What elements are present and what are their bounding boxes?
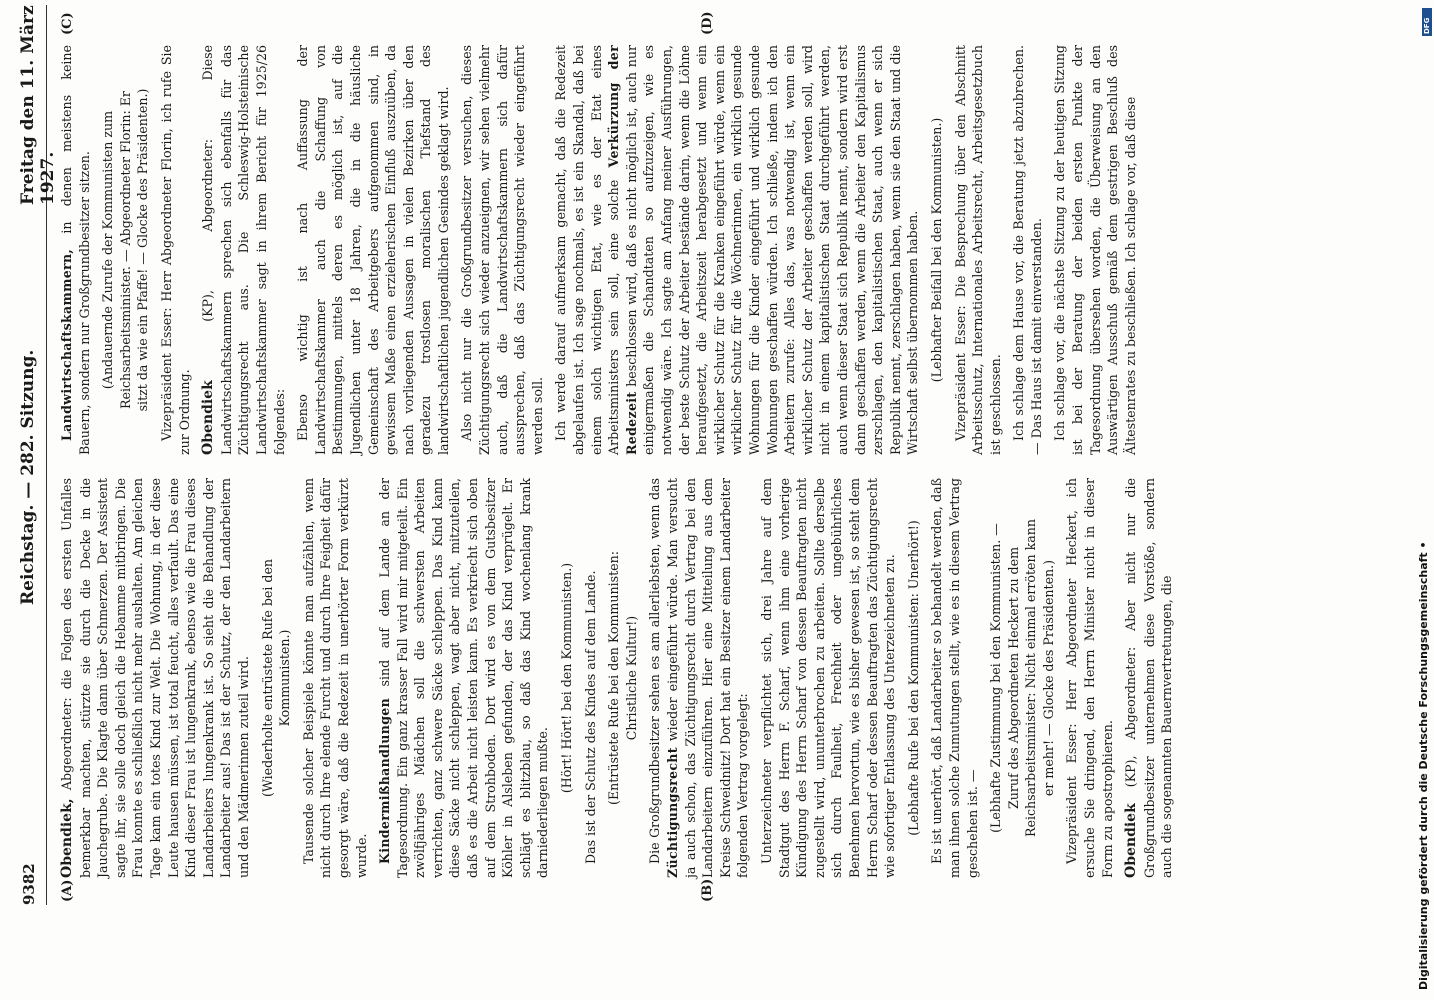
paragraph-text: Tausende solcher Beispiele könnte man aufzählen, wenn nicht durch Ihre elende Furcht und durch Ihre Feigheit dafür gesorgt wäre, daß die Redezeit in unerhörter Form verkürzt wurde. <box>300 478 369 878</box>
paragraph-text: Ich werde darauf aufmerksam gemacht, daß die Redezeit abgelaufen ist. Ich sage nochmals, es ist ein Skandal, daß bei einem solch wichtigen Etat, wie es der Etat eines Arbeitsministers sein soll, eine solche <box>553 45 622 455</box>
paragraph <box>294 45 452 455</box>
interjection: (Wiederholte entrüstete Rufe bei den Kommunisten.) <box>259 558 293 798</box>
interjection: (Lebhafte Rufe bei den Kommunisten: Unerhört!) <box>905 520 921 836</box>
paragraph-text: sind auf dem Lande an der Tagesordnung. Ein ganz krasser Fall wird mir mitgeteilt. Ein zwölfjähriges Mädchen soll die schwersten Arbeiten verrichten, ganz schwere Säcke schleppen. Das Kind kann diese Säcke nicht schleppen, wagt aber nicht, mitzuteilen, daß es die Arbeit nicht leisten kann. Es verkriecht sich oben auf dem Strohboden. Dort wird es von dem Gutsbesitzer Köhler in Alsleben gefunden, der das Kind verprügelt. Er schlägt es blitzblau, so daß das Kind wochenlang krank darniederliegen mußte. <box>377 478 551 878</box>
paragraph-text: Vizepräsident Esser: Die Besprechung über den Abschnitt Arbeitsschutz, Internationales Arbeitsrecht, Arbeitsgesetzbuch ist geschlossen. <box>952 45 1003 455</box>
session-date: Freitag den 11. März 1927. <box>18 5 58 205</box>
paragraph <box>928 478 981 878</box>
paragraph-text: Es ist unerhört, daß Landarbeiter so behandelt werden, daß man ihnen solche Zumutungen stellt, wie es in diesem Vertrag geschehen ist. — <box>929 478 980 878</box>
margin-marker-a: (A) <box>60 879 75 902</box>
page-number: 9382 <box>20 863 38 905</box>
dfg-logo <box>1422 8 1432 36</box>
interjection: (Andauernde Zurufe der Kommunisten zum Reichsarbeitsminister. — Abgeordneter Florin: Er sitzt da wie ein Pfaffe! — Glocke des Präsidenten.) <box>100 88 151 412</box>
speaker-role: (KP), Abgeordneter: <box>200 138 216 322</box>
speaker-name: Obendiek <box>200 380 217 455</box>
paragraph-text: Unterzeichneter verpflichtet sich, drei Jahre auf dem Stadtgut des Herrn F. Scharf, wenn ihm eine vorherige Kündigung des Herrn Scharf von dessen Beauftragten nicht zugestellt wird, ununterbrochen zu arbeiten. Sollte derselbe sich durch Faulheit, Frechheit oder ungebührliches Benehmen hervortun, wie es bisher gewesen ist, so steht dem Herrn Scharf oder dessen Beauftragten das Züchtigungsrecht wie sofortiger Entlassung des Unterzeichneten zu. <box>758 478 898 878</box>
running-head <box>18 5 58 905</box>
left-column <box>58 478 1182 878</box>
speaker-paragraph <box>1122 478 1176 878</box>
margin-marker-d: (D) <box>700 11 715 35</box>
speech-text: Diese Landwirtschaftskammern sprechen sich ebenfalls für das Züchtigungsrecht aus. Die Schleswig-Holsteinische Landwirtschaftskammer sagt in ihrem Bericht für 1925/26 folgendes: <box>200 45 287 455</box>
paragraph-text: beschlossen wird, daß es nicht möglich ist, auch nur einigermaßen die Schandtaten so aufzuzeigen, wie es notwendig wäre. Ich sagte am Anfang meiner Ausführungen, der beste Schutz der Arbeiter bestände darin, wenn die Löhne heraufgesetzt, die Arbeitszeit herabgesetzt und wenn ein wirklicher Schutz für die Kranken eingeführt würde, wenn ein wirklicher Schutz für die Wöchnerinnen, ein wirklich gesunde Wohnungen für die Kinder eingeführt und wirklich gesunde Wohnungen geschaffen würden. Ich schließe, indem ich den Arbeitern zurufe: Alles das, was notwendig ist, wenn ein wirklicher Schutz der Arbeiter geschaffen werden soll, wird nicht in einem kapitalistischen Staat durchgeführt werden, auch wenn dieser Staat sich Republik nennt, sondern wird erst dann geschaffen werden, wenn die Arbeiter den Kapitalismus zerschlagen, den kapitalistischen Staat, auch wenn er sich Republik nennt, zerschlagen haben, wenn sie den Staat und die Wirtschaft selbst übernommen haben. <box>623 45 921 455</box>
paragraph-text: Ich schlage vor, die nächste Sitzung zu der heutigen Sitzung ist bei der Beratung der beiden ersten Punkte der Tagesordnung übersehen worden, die Überweisung an den Auswärtigen Ausschuß gemäß dem gestrigen Beschluß des Ältestenrates zu beschließen. Ich schlage vor, daß diese <box>1052 45 1138 455</box>
paragraph-text: Ebenso wichtig ist nach Auffassung der Landwirtschaftskammer auch die Schaffung von Bestimmungen, mittels deren es möglich ist, auf die Jugendlichen unter 18 Jahren, die in die häusliche Gemeinschaft des Arbeitgebers aufgenommen sind, in gewissem Maße einen erzieherischen Einfluß auszuüben, da nach vorliegenden Aussagen in vielen Bezirken über den geradezu trostlosen moralischen Tiefstand des landwirtschaftlichen jugendlichen Gesindes geklagt wird. <box>295 45 451 455</box>
paragraph <box>158 45 193 455</box>
paragraph <box>1063 478 1116 878</box>
speaker-name: Obendiek <box>1123 803 1140 878</box>
emphasized-term: Landwirtschaftskammern, <box>59 248 74 441</box>
paragraph <box>1010 45 1045 455</box>
speaker-role: Abgeordneter: <box>59 697 74 791</box>
speech-text: Aber nicht nur die Großgrundbesitzer unternehmen diese Vorstöße, sondern auch die sogenannten Bauernvertretungen, die <box>1123 478 1175 878</box>
paragraph <box>646 478 752 878</box>
paragraph-text: in denen meistens keine Bauern, sondern nur Großgrundbesitzer sitzen. <box>59 45 92 455</box>
paragraph-text: Vizepräsident Esser: Herr Abgeordneter Florin, ich rufe Sie zur Ordnung. <box>158 45 192 455</box>
speech-text: die Folgen des ersten Unfalles bemerkbar machten, stürzte sie durch die Decke in die Jauchegrube. Die Klagte dann über Schmerzen. Der Assistent sagte ihr, sie solle doch gleich die Hebamme mitbringen. Die Frau konnte es schließlich nicht mehr aushalten. Am gleichen Tage kam ein totes Kind zur Welt. Die Wohnung, in der diese Leute hausen müssen, ist total feucht, alles verfault. Das eine Kind dieser Frau ist lungenkrank, ebenso wie die Frau dieses Landarbeiters lungenkrank ist. So sieht die Behandlung der Landarbeiter aus! Das ist der Schutz, der den Landarbeitern und den Mädmerinnen zuteil wird. <box>59 478 251 878</box>
margin-marker-b: (B) <box>700 878 715 902</box>
margin-marker-c: (C) <box>60 12 75 35</box>
paragraph <box>552 45 921 455</box>
paragraph <box>1051 45 1139 455</box>
interjection: (Hört! Hört! bei den Kommunisten.) <box>559 562 575 794</box>
digitization-credit <box>1405 10 1429 990</box>
emphasized-term: Verkürzung der Redezeit <box>606 44 639 455</box>
interjection: (Lebhafter Beifall bei den Kommunisten.) <box>928 117 944 383</box>
paragraph-text: Vizepräsident Esser: Herr Abgeordneter Heckert, ich ersuche Sie dringend, den Herrn Minister nicht in dieser Form zu apostrophieren. <box>1064 478 1115 878</box>
paragraph-text: wieder eingeführt würde. Man versucht ja auch schon, das Züchtigungsrecht durch Vertrag bei den Landarbeitern einzuführen. Hier eine Mitteilung aus dem Kreise Schweidnitz! Dort hat ein Besitzer einem Landarbeiter folgenden Vertrag vorgelegt: <box>665 478 751 878</box>
paragraph-text: Also nicht nur die Großgrundbesitzer versuchen, dieses Züchtigungsrecht sich wieder anzueignen, wir sehen vielmehr auch, daß die Landwirtschaftskammern sich dafür aussprechen, daß das Züchtigungsrecht wieder eingeführt werden soll. <box>459 45 545 455</box>
interjection: (Lebhafte Zustimmung bei den Kommunisten. — Zuruf des Abgeordneten Heckert zu dem Reichsarbeitsminister: Nicht einmal erröten kann er mehr! — Glocke des Präsidenten.) <box>988 519 1056 837</box>
speaker-paragraph <box>199 45 288 455</box>
emphasized-term: Züchtigungsrecht <box>665 747 680 878</box>
paragraph-text: Das ist der Schutz des Kindes auf dem Lande. <box>582 570 598 864</box>
paragraph <box>300 478 370 878</box>
paragraph-text: Die Großgrundbesitzer sehen es am allerliebsten, wenn das <box>647 478 663 864</box>
speaker-paragraph <box>58 478 253 878</box>
session-title: Reichstag. — 282. Sitzung. <box>18 349 38 605</box>
paragraph <box>952 45 1005 455</box>
speaker-name: Obendiek, <box>59 798 75 878</box>
paragraph <box>582 478 600 878</box>
credit-text: Digitalisierung gefördert durch die Deutsche Forschungsgemeinschaft • <box>1417 541 1430 990</box>
speaker-role: (KP), Abgeordneter: <box>1123 646 1139 788</box>
paragraph-text: Ich schlage dem Hause vor, die Beratung jetzt abzubrechen. — Das Haus ist damit einverstanden. <box>1011 45 1044 455</box>
paragraph <box>58 45 93 455</box>
paragraph <box>458 45 546 455</box>
dfg-logo-text: DFG <box>1423 17 1431 34</box>
emphasized-term: Kindermißhandlungen <box>377 697 393 864</box>
paragraph <box>758 478 899 878</box>
interjection: (Entrüstete Rufe bei den Kommunisten: Christliche Kultur!) <box>606 551 639 805</box>
right-column <box>58 45 1145 455</box>
paragraph <box>376 478 552 878</box>
